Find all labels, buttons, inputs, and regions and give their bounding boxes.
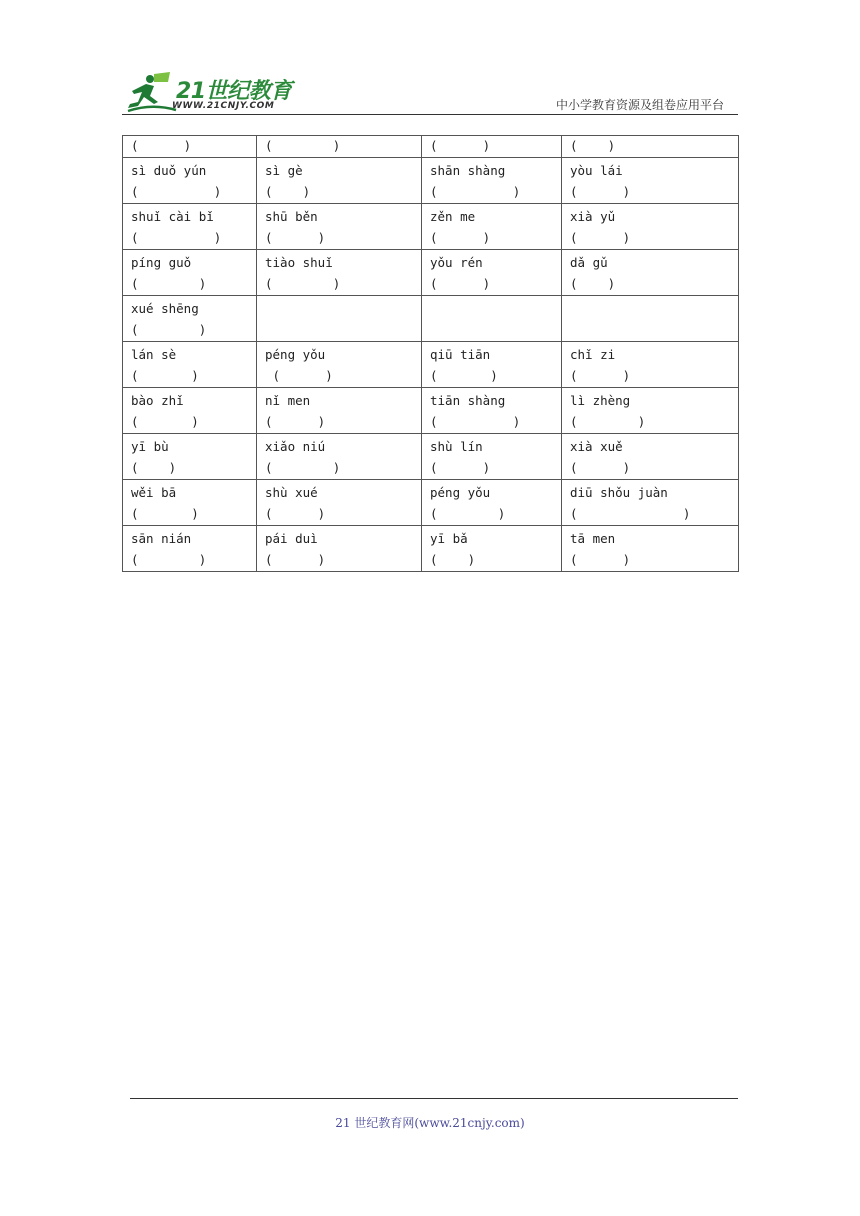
table-row xyxy=(123,296,739,342)
table-cell xyxy=(422,296,562,342)
pinyin-label: wěi bā xyxy=(131,485,177,500)
table-cell xyxy=(123,296,257,342)
table-cell xyxy=(422,136,562,158)
pinyin-label: bào zhǐ xyxy=(131,393,184,408)
table-cell xyxy=(123,136,257,158)
pinyin-label: píng guǒ xyxy=(131,255,192,270)
logo-url-text: WWW.21CNJY.COM xyxy=(172,101,275,111)
answer-blank[interactable]: ( ) xyxy=(430,138,491,153)
pinyin-label: diū shǒu juàn xyxy=(570,485,668,500)
table-row xyxy=(123,342,739,388)
table-row xyxy=(123,434,739,480)
answer-blank[interactable]: ( ) xyxy=(265,414,326,429)
pinyin-label: qiū tiān xyxy=(430,347,491,362)
pinyin-label: sì gè xyxy=(265,163,303,178)
answer-blank[interactable]: ( ) xyxy=(131,230,222,245)
pinyin-label: yǒu rén xyxy=(430,255,483,270)
table-cell xyxy=(257,296,422,342)
pinyin-label: shū běn xyxy=(265,209,318,224)
table-row xyxy=(123,388,739,434)
table-row xyxy=(123,480,739,526)
table-cell xyxy=(422,250,562,296)
table-cell xyxy=(422,434,562,480)
table-cell xyxy=(123,204,257,250)
table-cell xyxy=(257,526,422,572)
answer-blank[interactable]: ( ) xyxy=(131,506,199,521)
answer-blank[interactable]: ( ) xyxy=(265,368,333,383)
pinyin-label: dǎ gǔ xyxy=(570,255,608,270)
pinyin-label: sì duǒ yún xyxy=(131,163,207,178)
answer-blank[interactable]: ( ) xyxy=(430,414,521,429)
table-cell xyxy=(257,342,422,388)
pinyin-label: sān nián xyxy=(131,531,192,546)
pinyin-label: lì zhèng xyxy=(570,393,631,408)
answer-blank[interactable]: ( ) xyxy=(265,230,326,245)
table-cell xyxy=(123,388,257,434)
table-cell xyxy=(562,388,739,434)
answer-blank[interactable]: ( ) xyxy=(131,552,207,567)
table-cell xyxy=(562,136,739,158)
pinyin-label: xià xuě xyxy=(570,439,623,454)
table-cell xyxy=(562,342,739,388)
answer-blank[interactable]: ( ) xyxy=(570,230,631,245)
answer-blank[interactable]: ( ) xyxy=(265,460,341,475)
table-cell xyxy=(257,158,422,204)
table-cell xyxy=(562,250,739,296)
pinyin-label: péng yǒu xyxy=(265,347,326,362)
pinyin-label: pái duì xyxy=(265,531,318,546)
table-cell xyxy=(123,158,257,204)
pinyin-label: xué shēng xyxy=(131,301,199,316)
answer-blank[interactable]: ( ) xyxy=(570,368,631,383)
answer-blank[interactable]: ( ) xyxy=(131,414,199,429)
pinyin-label: tā men xyxy=(570,531,616,546)
answer-blank[interactable]: ( ) xyxy=(430,460,491,475)
table-cell xyxy=(422,526,562,572)
answer-blank[interactable]: ( ) xyxy=(430,506,506,521)
answer-blank[interactable]: ( ) xyxy=(570,414,646,429)
answer-blank xyxy=(265,319,421,340)
answer-blank[interactable]: ( ) xyxy=(131,276,207,291)
answer-blank[interactable]: ( ) xyxy=(570,506,691,521)
table-cell xyxy=(422,480,562,526)
pinyin-label: tiào shuǐ xyxy=(265,255,333,270)
answer-blank[interactable]: ( ) xyxy=(570,276,616,291)
answer-blank[interactable]: ( ) xyxy=(131,184,222,199)
answer-blank[interactable]: ( ) xyxy=(430,230,491,245)
table-cell xyxy=(257,388,422,434)
pinyin-label: shù xué xyxy=(265,485,318,500)
logo-brand-text: 21世纪教育 xyxy=(176,79,292,104)
answer-blank[interactable]: ( ) xyxy=(265,138,341,153)
pinyin-label: shuǐ cài bǐ xyxy=(131,209,214,224)
table-cell xyxy=(123,250,257,296)
table-cell xyxy=(123,526,257,572)
table-cell xyxy=(422,204,562,250)
answer-blank[interactable]: ( ) xyxy=(430,368,498,383)
table-cell xyxy=(123,342,257,388)
table-cell xyxy=(257,250,422,296)
answer-blank[interactable]: ( ) xyxy=(570,460,631,475)
pinyin-label: yòu lái xyxy=(570,163,623,178)
answer-blank[interactable]: ( ) xyxy=(265,506,326,521)
answer-blank[interactable]: ( ) xyxy=(570,552,631,567)
table-row xyxy=(123,250,739,296)
answer-blank[interactable]: ( ) xyxy=(265,276,341,291)
table-cell xyxy=(257,434,422,480)
table-cell xyxy=(422,342,562,388)
platform-title: 中小学教育资源及组卷应用平台 xyxy=(555,98,724,112)
pinyin-label: péng yǒu xyxy=(430,485,491,500)
table-row xyxy=(123,158,739,204)
table-row xyxy=(123,204,739,250)
pinyin-label: shān shàng xyxy=(430,163,506,178)
table-cell xyxy=(257,480,422,526)
pinyin-label: xià yǔ xyxy=(570,209,616,224)
pinyin-label: lán sè xyxy=(131,347,177,362)
answer-blank xyxy=(570,319,738,340)
table-cell xyxy=(422,388,562,434)
answer-blank[interactable]: ( ) xyxy=(265,184,311,199)
pinyin-label: yī bǎ xyxy=(430,531,468,546)
table-cell xyxy=(123,480,257,526)
table-cell xyxy=(257,136,422,158)
footer-text: 21 世纪教育网(www.21cnjy.com) xyxy=(335,1116,525,1130)
pinyin-label: xiǎo niú xyxy=(265,439,326,454)
pinyin-table xyxy=(122,135,739,572)
answer-blank xyxy=(430,319,561,340)
pinyin-label: nǐ men xyxy=(265,393,311,408)
table-cell xyxy=(257,204,422,250)
pinyin-label xyxy=(570,298,738,319)
pinyin-label: tiān shàng xyxy=(430,393,506,408)
table-cell xyxy=(562,526,739,572)
footer-divider xyxy=(130,1098,738,1099)
pinyin-label xyxy=(430,298,561,319)
table-cell xyxy=(123,434,257,480)
pinyin-label xyxy=(265,298,421,319)
answer-blank[interactable]: ( ) xyxy=(430,552,476,567)
table-row xyxy=(123,136,739,158)
answer-blank[interactable]: ( ) xyxy=(265,552,326,567)
answer-blank[interactable]: ( ) xyxy=(570,138,616,153)
table-cell xyxy=(562,158,739,204)
answer-blank[interactable]: ( ) xyxy=(131,322,207,337)
table-cell xyxy=(562,480,739,526)
pinyin-label: shù lín xyxy=(430,439,483,454)
table-cell xyxy=(422,158,562,204)
table-cell xyxy=(562,204,739,250)
answer-blank[interactable]: ( ) xyxy=(430,276,491,291)
table-cell xyxy=(562,434,739,480)
pinyin-label: zěn me xyxy=(430,209,476,224)
answer-blank[interactable]: ( ) xyxy=(131,368,199,383)
pinyin-label: yī bù xyxy=(131,439,169,454)
header-divider xyxy=(122,114,738,115)
pinyin-label: chǐ zi xyxy=(570,347,616,362)
answer-blank[interactable]: ( ) xyxy=(131,138,192,153)
answer-blank[interactable]: ( ) xyxy=(131,460,177,475)
answer-blank[interactable]: ( ) xyxy=(570,184,631,199)
table-cell xyxy=(562,296,739,342)
answer-blank[interactable]: ( ) xyxy=(430,184,521,199)
site-logo xyxy=(124,70,294,116)
table-row xyxy=(123,526,739,572)
